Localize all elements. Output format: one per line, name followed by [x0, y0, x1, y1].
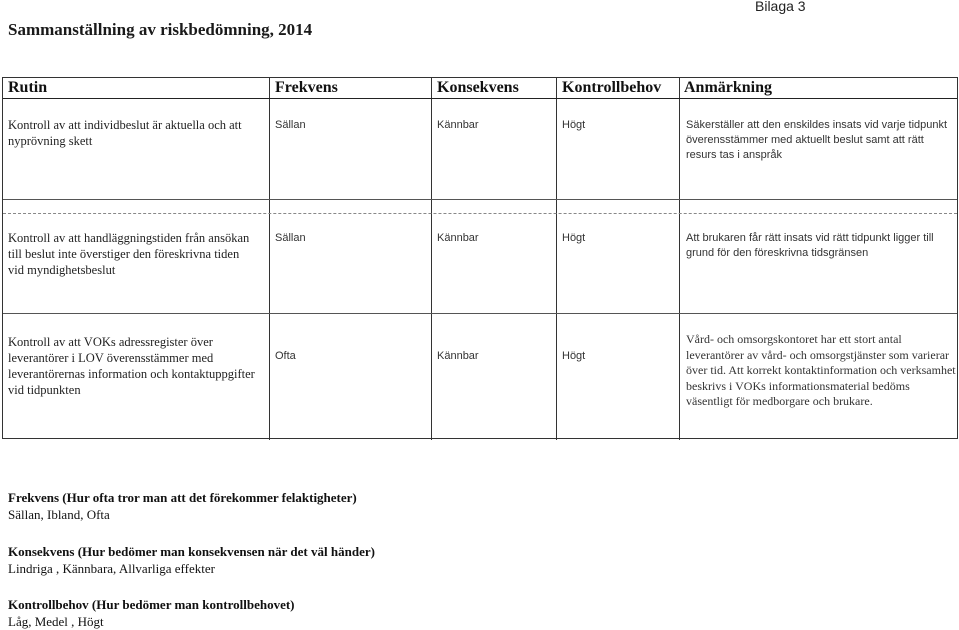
- header-frekvens: Frekvens: [275, 79, 338, 96]
- header-anmarkning: Anmärkning: [684, 79, 773, 96]
- legend-heading: Konsekvens (Hur bedömer man konsekvensen när det väl händer): [8, 544, 375, 559]
- cell-rutin: Kontroll av att individbeslut är aktuella och att nyprövning skett: [8, 118, 242, 148]
- legend-kontrollbehov: [8, 596, 295, 630]
- cell-anmarkning: Säkerställer att den enskildes insats vid varje tidpunkt överensstämmer med aktuellt beslut samt att rätt resurs tas i anspråk: [686, 119, 948, 161]
- column-divider: [556, 78, 557, 440]
- legend-values: Låg, Medel , Högt: [8, 614, 104, 629]
- cell-rutin: Kontroll av att handläggningstiden från ansökan till beslut inte överstiger den föreskrivna tiden vid myndighetsbeslut: [8, 231, 250, 277]
- column-divider: [431, 78, 432, 440]
- cell-anmarkning: Vård- och omsorgskontoret har ett stort antal leverantörer av vård- och omsorgstjänster som varierar över tid. Att korrekt kontaktinformation och verksamhet beskrivs i VOKs informationsmaterial bedöms väsentligt för medborgare och brukare.: [686, 332, 956, 408]
- row-divider: [3, 213, 957, 214]
- cell-konsekvens: Kännbar: [437, 232, 479, 244]
- cell-kontrollbehov: Högt: [562, 232, 586, 244]
- column-divider: [679, 78, 680, 440]
- cell-frekvens: Sällan: [275, 232, 306, 244]
- row-divider: [3, 199, 957, 200]
- page-title: Sammanställning av riskbedömning, 2014: [8, 20, 313, 39]
- cell-frekvens: Sällan: [275, 119, 306, 131]
- cell-rutin: Kontroll av att VOKs adressregister över leverantörer i LOV överensstämmer med leverantörernas information och kontaktuppgifter vid tidpunkten: [8, 335, 255, 397]
- legend-frekvens: [8, 489, 357, 523]
- legend-heading: Kontrollbehov (Hur bedömer man kontrollbehovet): [8, 597, 295, 612]
- attachment-label: Bilaga 3: [755, 0, 806, 14]
- legend-konsekvens: [8, 543, 375, 577]
- cell-kontrollbehov: Högt: [562, 350, 586, 362]
- column-divider: [269, 78, 270, 440]
- row-divider: [3, 313, 957, 314]
- risk-assessment-table: [2, 77, 958, 439]
- legend-values: Lindriga , Kännbara, Allvarliga effekter: [8, 561, 215, 576]
- cell-kontrollbehov: Högt: [562, 119, 586, 131]
- cell-frekvens: Ofta: [275, 350, 296, 362]
- legend-heading: Frekvens (Hur ofta tror man att det förekommer felaktigheter): [8, 490, 357, 505]
- header-kontrollbehov: Kontrollbehov: [562, 79, 662, 96]
- header-konsekvens: Konsekvens: [437, 79, 519, 96]
- header-rutin: Rutin: [8, 79, 48, 96]
- cell-anmarkning: Att brukaren får rätt insats vid rätt tidpunkt ligger till grund för den föreskrivna tidsgränsen: [686, 232, 934, 259]
- cell-konsekvens: Kännbar: [437, 119, 479, 131]
- legend-values: Sällan, Ibland, Ofta: [8, 507, 110, 522]
- cell-konsekvens: Kännbar: [437, 350, 479, 362]
- table-header-row: [3, 78, 957, 99]
